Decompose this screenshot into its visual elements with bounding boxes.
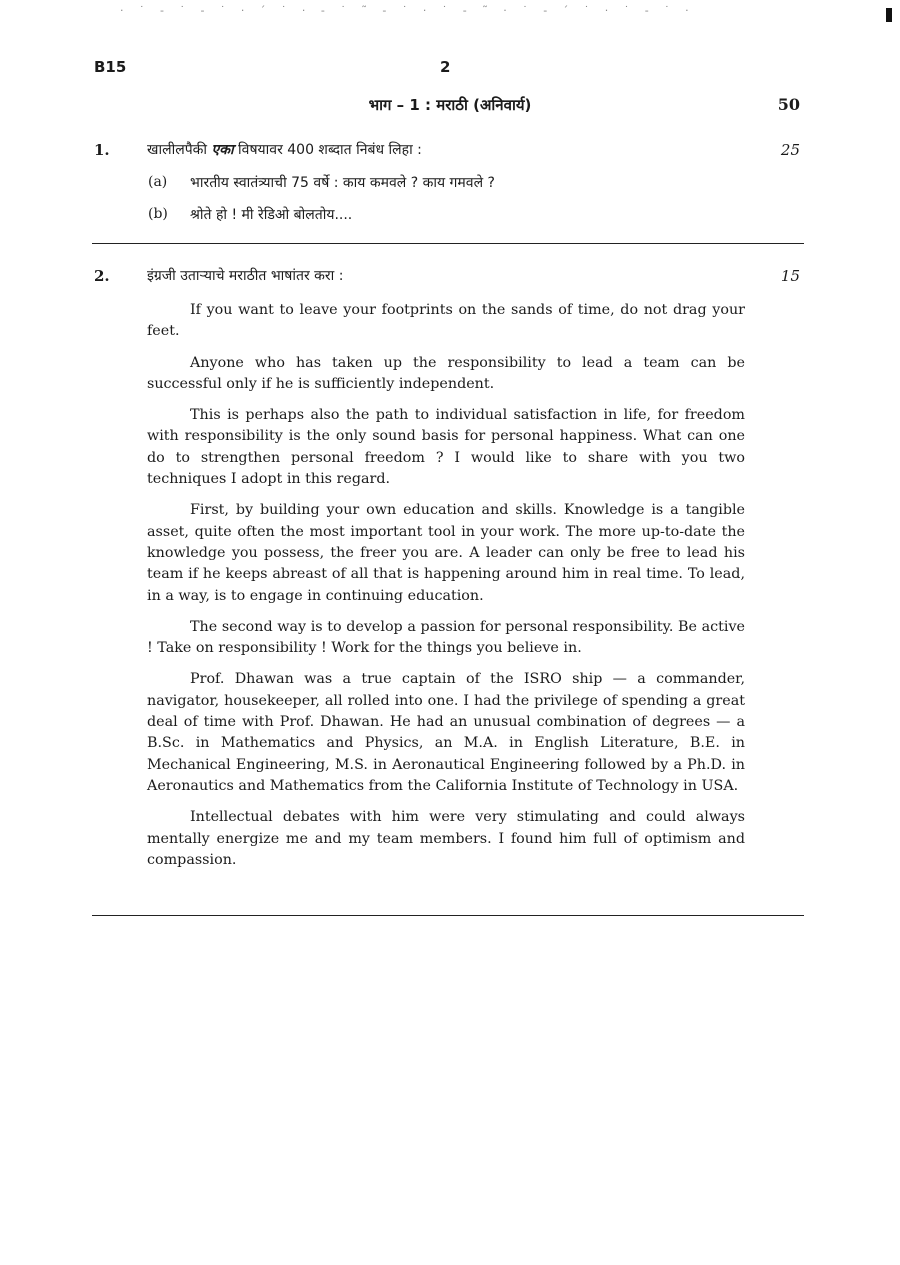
passage-paragraph: First, by building your own education and skills. Knowledge is a tangible asset, quite often the most important tool in your work. The more up-to-date the knowledge you possess, the freer you are. A leader can only be free to lead his team if he keeps abreast of all that is happening around him in real time. To lead, in a way, is to engage in continuing education. <box>147 502 745 604</box>
question-1-marks: 25 <box>780 141 800 159</box>
question-1-number: 1. <box>94 141 110 159</box>
page-number: 2 <box>440 58 451 76</box>
passage-paragraph: The second way is to develop a passion for personal responsibility. Be active ! Take on responsibility ! Work for the things you believe in. <box>147 618 745 657</box>
scan-edge-mark <box>886 8 892 22</box>
question-1-instruction <box>147 140 422 159</box>
passage-paragraph: This is perhaps also the path to individual satisfaction in life, for freedom with responsibility is the only sound basis for personal happiness. What can one do to strengthen personal freedom ? I would like to share with you two techniques I adopt in this regard. <box>147 407 745 488</box>
question-1-instruction-post: विषयावर 400 शब्दात निबंध लिहा : <box>233 142 422 158</box>
translation-passage <box>147 300 745 881</box>
option-a-text: भारतीय स्वातंत्र्याची 75 वर्षे : काय कमवले ? काय गमवले ? <box>190 175 495 191</box>
divider-line <box>92 915 804 916</box>
option-b-text: श्रोते हो ! मी रेडिओ बोलतोय.... <box>190 207 353 223</box>
question-1-emphasis: एका <box>211 142 234 158</box>
passage-paragraph: Anyone who has taken up the responsibility to lead a team can be successful only if he is sufficiently independent. <box>147 354 745 392</box>
passage-paragraph: Prof. Dhawan was a true captain of the ISRO ship — a commander, navigator, housekeeper, all rolled into one. I had the privilege of spending a great deal of time with Prof. Dhawan. He had an unusual combination of degrees — a B.Sc. in Mathematics and Physics, an M.A. in English Literature, B.E. in Mechanical Engineering, M.S. in Aeronautical Engineering followed by a Ph.D. in Aeronautics and Mathematics from the California Institute of Technology in USA. <box>147 671 745 794</box>
paper-code: B15 <box>94 58 127 76</box>
scan-artifact-specks: · ˙ ‐ ˙ ‑ ˙ · ´ ˙ · ‐ ˙ ˜ ‐ ˙ · ˙ ‐ ˜ · ˙ ‐ ´ ˙ · ˙ ‐ ˙ · <box>120 4 695 17</box>
section-title: भाग – 1 : मराठी (अनिवार्य) <box>368 96 532 114</box>
option-a-letter: (a) <box>148 174 168 190</box>
option-b-letter: (b) <box>148 206 168 222</box>
passage-paragraph: If you want to leave your footprints on the sands of time, do not drag your feet. <box>147 302 745 340</box>
section-marks: 50 <box>777 95 800 114</box>
question-2-instruction: इंग्रजी उताऱ्याचे मराठीत भाषांतर करा : <box>147 268 344 284</box>
passage-paragraph: Intellectual debates with him were very stimulating and could always mentally energize me and my team members. I found him full of optimism and compassion. <box>147 809 745 868</box>
question-2-number: 2. <box>94 267 110 285</box>
question-1-instruction-pre: खालीलपैकी <box>147 142 212 158</box>
divider-line <box>92 243 804 244</box>
question-2-marks: 15 <box>780 267 800 285</box>
